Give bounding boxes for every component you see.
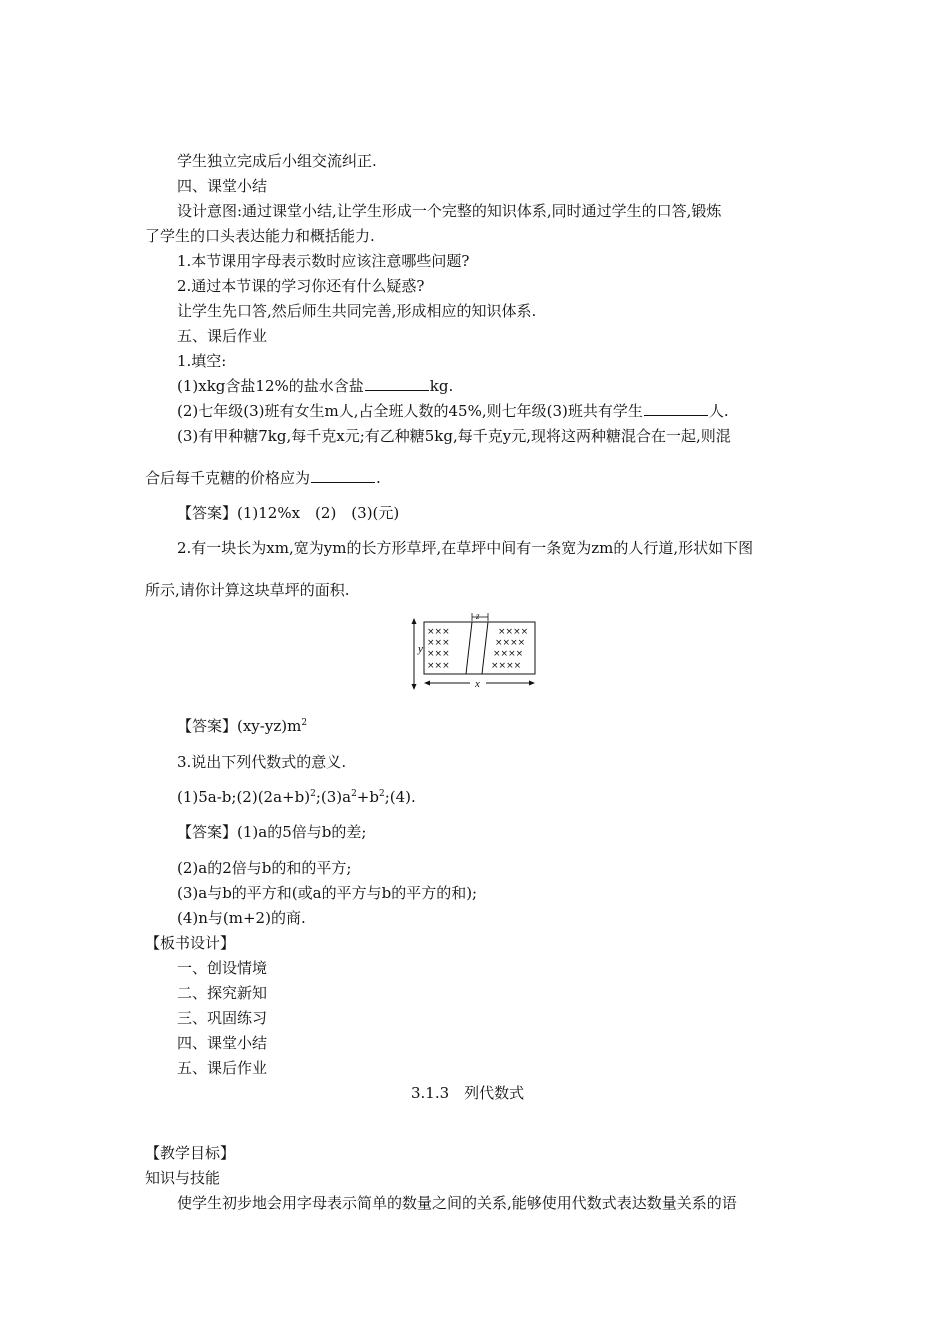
board-item: 二、探究新知 [177, 984, 268, 1002]
section-heading: 【教学目标】 [145, 1144, 236, 1162]
arrow-up-icon [412, 618, 417, 624]
superscript: 2 [310, 789, 316, 799]
arrow-right-icon [529, 681, 535, 686]
board-item: 五、课后作业 [177, 1059, 268, 1077]
expression-part: (1)5a-b;(2)(2a+b) [177, 788, 311, 806]
right-crosses [491, 627, 528, 671]
cross-row: ×××× [498, 627, 529, 637]
section-heading: 四、课堂小结 [177, 177, 268, 195]
label-y: y [418, 643, 423, 655]
superscript: 2 [378, 789, 385, 799]
question-line [177, 376, 453, 396]
question-line [145, 468, 381, 488]
lawn-figure [410, 608, 546, 692]
text-line: (3)有甲种糖7kg,每千克x元;有乙种糖5kg,每千克y元,现将这两种糖混合在一起,则混 [177, 427, 731, 445]
cross-row: ××× [427, 649, 450, 659]
question-unit: kg. [429, 377, 454, 395]
expression-part: ;(4). [384, 788, 416, 806]
text-line: 3.说出下列代数式的意义. [177, 753, 347, 771]
board-item: 四、课堂小结 [177, 1034, 268, 1052]
answer-line [177, 716, 307, 736]
text-line: 学生独立完成后小组交流纠正. [177, 152, 377, 170]
label-z: z [476, 611, 480, 621]
arrow-left-icon [424, 681, 430, 686]
superscript: 2 [351, 789, 357, 799]
text-line: 2.有一块长为xm,宽为ym的长方形草坪,在草坪中间有一条宽为zm的人行道,形状如下图 [177, 539, 754, 557]
label-x: x [475, 678, 480, 690]
expression-part: +b [356, 788, 379, 806]
answer-blank [644, 401, 708, 416]
path-edge-left [466, 622, 472, 674]
left-crosses [427, 627, 450, 671]
board-item: 一、创设情境 [177, 959, 268, 977]
section-heading: 【板书设计】 [145, 934, 236, 952]
cross-row: ××× [427, 661, 450, 671]
cross-row: ××× [427, 627, 450, 637]
answer-line: (3)a与b的平方和(或a的平方与b的平方的和); [177, 884, 478, 902]
text-line: 1.本节课用字母表示数时应该注意哪些问题? [177, 252, 470, 270]
cross-row: ××× [427, 638, 450, 648]
question-text: (1)xkg含盐12%的盐水含盐 [177, 377, 364, 395]
answer-line: (4)n与(m+2)的商. [177, 909, 306, 927]
text-line: 了学生的口头表达能力和概括能力. [145, 227, 375, 245]
path-edge-right [482, 622, 488, 674]
cross-row: ×××× [495, 638, 526, 648]
expression-line [177, 787, 416, 807]
board-item: 三、巩固练习 [177, 1009, 268, 1027]
question-text: 合后每千克糖的价格应为 [145, 469, 311, 487]
answer-text: 【答案】(xy-yz)m [177, 717, 302, 735]
answer-blank [311, 468, 375, 483]
question-line [177, 401, 729, 421]
lesson-title: 3.1.3 列代数式 [411, 1084, 525, 1102]
text-line: 所示,请你计算这块草坪的面积. [145, 581, 350, 599]
answer-line: (2)a的2倍与b的和的平方; [177, 859, 352, 877]
text-line: 让学生先口答,然后师生共同完善,形成相应的知识体系. [177, 302, 537, 320]
cross-row: ×××× [493, 649, 524, 659]
answer-line: 【答案】(1)12%x (2) (3)(元) [177, 504, 400, 522]
text-line: 使学生初步地会用字母表示简单的数量之间的关系,能够使用代数式表达数量关系的语 [177, 1194, 737, 1212]
text-line: 2.通过本节课的学习你还有什么疑惑? [177, 277, 425, 295]
text-line: 设计意图:通过课堂小结,让学生形成一个完整的知识体系,同时通过学生的口答,锻炼 [177, 202, 722, 220]
question-text: (2)七年级(3)班有女生m人,占全班人数的45%,则七年级(3)班共有学生 [177, 402, 643, 420]
subheading: 知识与技能 [145, 1169, 221, 1187]
arrow-down-icon [412, 684, 417, 690]
answer-blank [365, 376, 429, 391]
superscript: 2 [301, 718, 308, 728]
text-line: 1.填空: [177, 352, 227, 370]
answer-line: 【答案】(1)a的5倍与b的差; [177, 823, 367, 841]
cross-row: ×××× [491, 661, 522, 671]
expression-part: ;(3)a [315, 788, 352, 806]
question-unit: . [376, 469, 381, 487]
section-heading: 五、课后作业 [177, 327, 268, 345]
question-unit: 人. [708, 402, 729, 420]
